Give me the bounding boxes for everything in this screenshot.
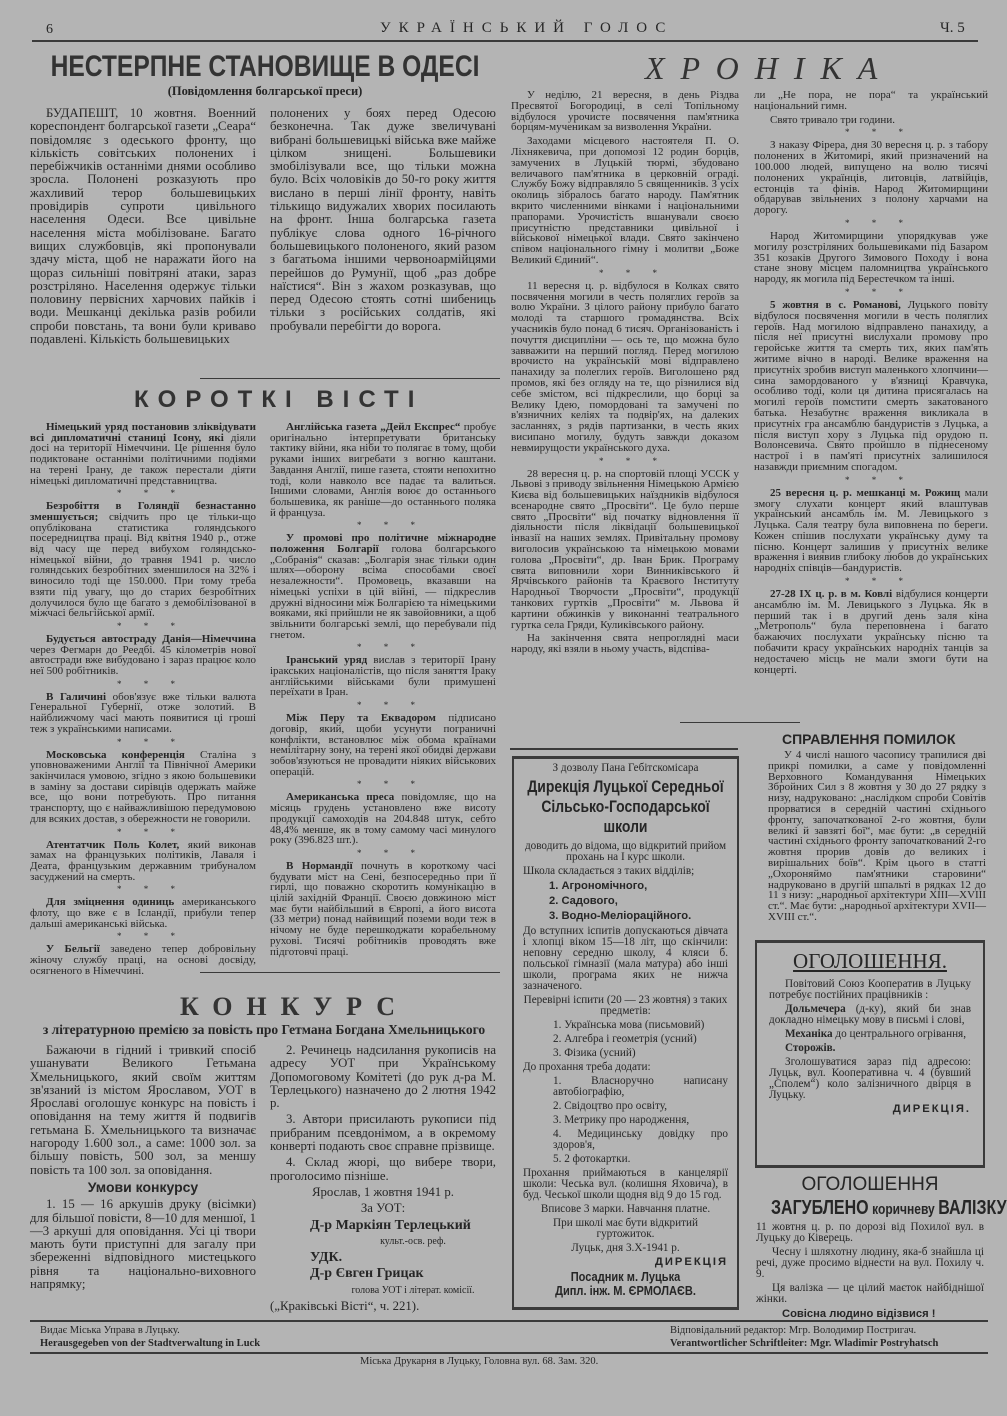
news-column-2 — [270, 422, 496, 962]
paragraph — [30, 840, 256, 883]
paragraph-text: повідомляє, що на місяць грудень установлено вже висоту продукції самоходів на 204.848 штук, себто 48,4% менше, як в тому самому часі минулого року (396.823 шт.). — [270, 791, 496, 847]
paragraph-text: Дипл. інж. М. ЄРМОЛАЄВ. — [555, 1283, 696, 1298]
paragraph — [30, 897, 256, 929]
paragraph-lead: В Нормандії — [286, 859, 353, 872]
news-headline: КОРОТКІ ВІСТІ — [134, 386, 424, 413]
paragraph-text: Повітовий Союз Кооператив в Луцьку потребує постійних працівників : — [769, 978, 971, 1001]
paragraph — [756, 1247, 984, 1280]
chronicle-column-1 — [511, 90, 739, 748]
list-item — [523, 1101, 728, 1112]
paragraph-text: Чесну і шляхотну людину, яка-б знайшла ці речі, дуже просимо віднести на вул. Похилу ч. 9. — [756, 1246, 984, 1280]
paragraph — [511, 281, 739, 454]
paragraph-text: Народ Житомирщини упорядкував уже могилу розстріляних большевиками під Базаром 351 козаків Другого Зимового Походу і вона стане знову місцем паломництва українського народу, як могила під Берестечком та інші. — [754, 229, 988, 286]
paragraph — [511, 136, 739, 266]
list-item — [523, 896, 728, 907]
contest-headline: КОНКУРС — [180, 992, 410, 1021]
paragraph-text: обов'язує вже тільки валюта Генеральної Губернії, отже золотий. В найближчому часі мають появитися ці гроші теж з українськими написами. — [30, 690, 256, 735]
paragraph-lead: У Бельгії — [46, 943, 100, 956]
paragraph-text: (д-ку), який би знав докладно німецьку мову в письмі і слові, — [769, 1003, 971, 1026]
paragraph — [523, 995, 728, 1017]
paragraph-lead: Дольмечера — [785, 1003, 846, 1015]
paragraph-lead: Безробіття в Голяндії безнастанно зменшується; — [30, 500, 256, 523]
paragraph-lead: Сторожів. — [785, 1042, 836, 1054]
paragraph-text: На закінчення свята непроглядні маси народу, які взяли в ньому участь, відспіва- — [511, 632, 739, 656]
paragraph-text: БУДАПЕШТ, 10 жовтня. Военний кореспондент болгарської газети „Сеара“ повідомляє з одеського фронту, що кількість совітських полонених і перебіжчиків останніми днями особливо зросла. Полонені розказують про жахливий терор большевицьких провідирів супроти цивільного населення Одеси. Все цивільне населення міста мобілізоване. Багато вищих службовців, які пропонували здачу міста, щоб не наражати його на щораз сильніші повітряні атаки, зараз розстріляно. Населення одержує тільки половину первісних харчових пайків і води. Мешканці декілька разів робили спроби повстань, та вони були криваво подавлені. Кількість большевицьких — [30, 106, 256, 347]
paragraph — [30, 634, 256, 677]
paragraph-text: 3. Фізика (усний) — [553, 1047, 636, 1059]
paragraph-text: пробує оригінально інтерпретувати британську тактику війни, яка ніби то полягає в тому, щоби руками інших вигребати з вогню каштани. Завдання Англії, пише газета, стояти непохитно тоді, коли навколо все падає та валиться. Іншими словами, Англія воює до останнього большевика, як раніше—до останнього поляка й француза. — [270, 421, 496, 519]
paragraph-text: Посадник м. Луцька — [570, 1269, 681, 1284]
section-divider-stars — [511, 269, 739, 278]
paragraph — [756, 1222, 984, 1244]
paragraph — [769, 1029, 971, 1040]
paragraph-text: Свято тривало три години. — [770, 113, 895, 126]
odesa-column-2 — [270, 107, 496, 375]
lost-headline-3: ВАЛІЗКУ — [938, 1197, 1007, 1219]
publisher-uk: Видає Міська Управа в Луцьку. — [40, 1325, 180, 1336]
lost-ad-body — [756, 1221, 984, 1320]
corrections-body — [768, 750, 986, 935]
section-divider-stars — [30, 622, 256, 631]
paragraph — [270, 1156, 496, 1183]
paragraph-text: Луцьк, дня 3.X-1941 р. — [571, 1242, 680, 1254]
paragraph — [523, 763, 728, 774]
paragraph-text: голова болгарського „Собранія“ сказав: „Болгарія знає тільки один шлях—оборону всіма способами своєї незалежности“. Промовець, вказавши на німецькі успіхи в цій війні, — підкреслив дружні відносини між Болгарією та німецькими вояками, які прийшли не як завойовники, а щоб звільнити болгарські землі, що перебували під гнетом. — [270, 543, 496, 641]
paragraph-text: мали змогу слухати концерт який влаштував український ансамбль ім. М. Левицького з Луцька. Саля театру була виповнена по береги. Кожен спішив послухати українську думу та пісню. Концерт залишив у присутніх велике враження і виявив глибоку любов до українських народніх співців—бандуристів. — [754, 486, 988, 575]
paragraph-text: доводить до відома, що відкритий прийом прохань на І курс школи. — [524, 840, 727, 863]
paragraph-text: У 4 числі нашого часопису трапилися дві прикрі помилки, а саме у повідомленні Верховного Командування Німецьких Збройних Сил з 8 жовтня у 30 до 27 рядку з низу, надруковано: „наслідком спроби Совітів прорватися в середній частині східнього фронту, започаткованої 2-го жовтня, були великі й завзяті бої“, має бути: „в середній частині східнього фронту започаткований 2-го жовтня прорив довів до великих і вирішальних боїв“. Крім цього в статті „Охороняймо пам'ятники старовини“ надруковано в другій шпальті в рядках 12 до 11 з низу: „народньої архітектури XIII—XVIII ст.“. Має бути: „народньої архітектури XVII—XVIII ст.“. — [768, 749, 986, 923]
paragraph-text: підписано договір, який, щоби усунути пограничні конфлікти, встановлює між обома країнами немілітарну зону, на терені якої обидві держави зобов'язуються не провадити ніяких військових операцій. — [270, 712, 496, 778]
paragraph-text: УДК. — [310, 1250, 343, 1266]
paragraph-text: Зголошуватися зараз під адресою: Луцьк, вул. Кооперативна ч. 4 (бувший „Сполем“) коло залізничного двірця в Луцьку. — [769, 1056, 971, 1101]
list-item — [523, 1115, 728, 1126]
paragraph-text: („Краківські Вісті“, ч. 221). — [270, 1299, 420, 1314]
list-item — [523, 1034, 728, 1045]
paragraph — [270, 533, 496, 640]
paragraph-text: почнуть в короткому часі будувати міст на Сені, безпосередньо при її гирлі, що поважно скоротить комунікацію в цілій західній Франції. Своєю довжиною міст має бути найбільший в Європі, а його висота (33 метри) понад найвищий поземи води теж в нічому не буде перешкоджати корабельному рухові. Тисячі робітників проводять вже підготовчі праці. — [270, 859, 496, 958]
paragraph-text: 2. Свідоцтво про освіту, — [553, 1100, 668, 1112]
paragraph-text: який виконав замах на французьких політиків, Лаваля і Деата, французьким державним трибуналом засуджений на смерть. — [30, 838, 256, 883]
paragraph — [523, 1062, 728, 1073]
paragraph-text: 11 вересня ц. р. відбулося в Колках свято посвячення могили в честь поляглих героїв за волю України. З цілого району прибуло багато молоді та старшого громадянства. Всіх учасників було понад 6 тисяч. Організованість і почуття дисципліни — ось те, що можна було завважити на перший погляд. Перед могилою врочисто на українській мові відправлено панахиду за полеглих героїв. Виголошено ряд промов, які без огляду на те, що різнилися від себе змістом, всі підкреслили, що борці за Велику Ідею, помордовані та замучені по в'язничних келіях та подвір'ях, на далеких засланнях, з рядів партизанки, в честь яких висипано могилу, будуть завжди доказом невмирущости українського духа. — [511, 279, 739, 454]
paragraph — [523, 866, 728, 877]
paragraph-lead: Для зміцнення одиниць — [46, 896, 175, 909]
paragraph-text: 4. Медицинську довідку про здоров'я, — [553, 1128, 728, 1151]
paragraph — [30, 692, 256, 735]
paragraph — [270, 861, 496, 957]
chronicle-headline: ХРОНІКА — [645, 50, 894, 86]
section-divider-stars — [30, 680, 256, 689]
paragraph — [270, 1251, 496, 1264]
paragraph-text: культ.-осв. реф. — [380, 1235, 446, 1247]
paragraph-lead: В Галичині — [46, 690, 107, 703]
contest-column-2 — [270, 1044, 496, 1319]
paragraph — [30, 107, 256, 346]
paragraph-lead: Московська конференція — [46, 748, 185, 761]
paragraph-text: 1. Українська мова (письмовий) — [553, 1019, 705, 1031]
paragraph-text: 28 вересня ц. р. на спортовій площі УССК у Львові з приводу звільнення Німецькою Армією Києва від большевицьких наїздників відбулося всенародне свято „Просвіти“. Це було перше свято „Просвіти“ від початку відновлення її діяльности після ліквідації большевицької інвазії на наших землях. Привітальну промову виголосив українською та німецькою мовами голова „Просвіти“, др. Іван Брик. Програму свята виповнили хори Винниківського й Ярчівського районів та Краєвого Інституту Народньої Творчости „Просвіти“, продукції танкових гуртків „Просвіти“ м. Львова й картини обжинків у виконанні театрального гуртка села Гряди, Куликівського району. — [511, 467, 739, 631]
school-ad-rule — [510, 748, 738, 750]
list-item — [523, 1154, 728, 1165]
paragraph-text: З дозволу Пана Гебітскомісара — [552, 762, 699, 774]
paragraph-text: Бажаючи в гідний і тривкий спосіб ушанувати Великого Гетьмана Хмельницького, який своїм життям зв'язаний із містом Ярославом, УОТ в Ярославі оголошує конкурс на повість і оповідання на тему життя й подвигів гетьмана Б. Хмельницького та визначає нагороду 1.600 зол., а саме: 1000 зол. за більшу повість, 500 зол, за меншу повість та 100 зол. за оповідання. — [30, 1043, 256, 1177]
paragraph-lead: Іранський уряд — [286, 654, 368, 667]
news-rule — [200, 378, 500, 379]
list-item — [523, 911, 728, 922]
paragraph — [756, 1283, 984, 1305]
paragraph — [30, 1044, 256, 1177]
paragraph-text: Умови конкурсу — [87, 1178, 199, 1195]
odesa-headline: НЕСТЕРПНЕ СТАНОВИЩЕ В ОДЕСІ — [50, 50, 480, 83]
paragraph — [30, 501, 256, 619]
paragraph — [538, 1271, 712, 1282]
paragraph — [270, 1113, 496, 1153]
section-divider-stars — [270, 780, 496, 789]
paragraph-text: Прохання приймаються в канцелярії школи: Чеська вул. (колишня Яховича), в буд. Чеської школи щодня від 9 до 15 год. — [523, 1167, 728, 1201]
section-divider-stars — [270, 643, 496, 652]
paragraph — [769, 1057, 971, 1101]
paragraph — [270, 1284, 496, 1297]
paragraph — [270, 655, 496, 698]
paragraph-text: 5. 2 фотокартки. — [553, 1153, 631, 1165]
paragraph-text: свідчить про це тільки-що опублікована статистика голяндського посередництва праці. Від квітня 1940 р., отже від часу ще перед вибухом голяндсько-німецької війни, до травня 1941 р. число голяндських безробітних зменшилося на 32% і виносило тоді ще 150.000. При тому треба взяти під увагу, що до старих безробітних долучилося було ще багато з демобілізованої в міжчасі бельгійської армії. — [30, 510, 256, 620]
newspaper-title: УКРАЇНСЬКИЙ ГОЛОС — [380, 20, 674, 36]
publisher-de: Herausgegeben von der Stadtverwaltung in Luck — [40, 1338, 261, 1349]
list-item — [523, 1076, 728, 1098]
paragraph — [754, 231, 988, 285]
paragraph — [270, 1300, 496, 1313]
paragraph — [523, 926, 728, 992]
paragraph — [754, 589, 988, 675]
chronicle-rule — [680, 722, 800, 723]
news-column-1 — [30, 421, 257, 977]
section-divider-stars — [30, 932, 256, 941]
subheading — [30, 1178, 256, 1195]
lost-headline-1: ЗАГУБЛЕНО — [771, 1197, 869, 1219]
lost-headline-2: коричневу — [872, 1201, 935, 1218]
paragraph — [523, 1243, 728, 1254]
paragraph-text: До прохання треба додати: — [523, 1061, 651, 1073]
header-rule — [32, 40, 978, 42]
paragraph-text: До вступних іспитів допускаються дівчата і хлопці віком 15—18 літ, що скінчили: неповну середню школу, 4 кляси б. польської гімназії (мала матура) або інші школи, програма яких не нижча зазначеного. — [523, 925, 728, 992]
paragraph-text: до центрального огрівання, — [832, 1028, 966, 1040]
issue-number: Ч. 5 — [940, 20, 965, 36]
paragraph — [511, 633, 739, 655]
paragraph — [270, 1044, 496, 1110]
list-item — [756, 1309, 984, 1320]
editor-de: Verantwortlicher Schriftleiter: Mgr. Wladimir Postryhatsch — [670, 1338, 939, 1349]
paragraph-text: голова УОТ і літерат. комісії. — [351, 1284, 475, 1296]
paragraph-text: 3. Водно-Меліораційного. — [549, 910, 692, 922]
section-divider-stars — [754, 219, 988, 228]
paragraph — [769, 1004, 971, 1026]
paragraph — [525, 777, 726, 837]
paragraph-text: Ця валізка — це цілий маєток найбіднішої жінки. — [756, 1282, 984, 1305]
paragraph — [768, 750, 986, 923]
coop-ad-title: ОГОЛОШЕННЯ. — [793, 949, 947, 973]
coop-ad-box — [755, 940, 985, 1168]
footer-rule-top — [30, 1320, 988, 1322]
paragraph-text: Д-р Маркіян Терлецький — [310, 1217, 471, 1233]
paragraph-text: 4. Склад жюрі, що вибере твори, проголосимо пізніше. — [270, 1155, 496, 1183]
corrections-headline: СПРАВЛЕННЯ ПОМИЛОК — [782, 731, 956, 747]
coop-ad-body — [769, 979, 971, 1159]
section-divider-stars — [30, 885, 256, 894]
paragraph-text: При школі має бути відкритий гуртожиток. — [553, 1217, 698, 1240]
paragraph-lead: Англійська газета „Дейл Експрес“ — [286, 421, 461, 433]
paragraph-text: заведено тепер добровільну жіночу службу праці, на основі досвіду, осягненого в Німеччині. — [30, 943, 256, 977]
paragraph-text: 2. Садового, — [549, 895, 618, 907]
paragraph — [270, 1202, 496, 1215]
list-item — [523, 1129, 728, 1151]
paragraph — [270, 792, 496, 846]
paragraph-text: полонених у боях перед Одесою безконечна. Так дуже звеличувані вибрані большевицькі війська вже майже цілком знищені. Большевики змобілізували все, що тільки можна було. Всіх чоловіків до 50-го року життя вислано в перші лінії фронту, навіть тількищо видужалих хворих посилають на фронт. Інша болгарська газета публікує слова одного 16-річного большевицького полоненого, який разом з багатьома іншими червоноармійцями перейшов до Румунії, щоб „раз добре наїстися“. Він з жахом розказував, що перед Одесою стоять сотні шибениць тільки з російських солдатів, які пробували перебігти до ворога. — [270, 106, 496, 333]
paragraph-text: через Фегмарн до Реедбі. 45 кілометрів нової автостради вже вибудовано і зараз працює коло неї 500 робітників. — [30, 643, 256, 678]
list-item — [523, 881, 728, 892]
paragraph — [511, 90, 739, 133]
paragraph — [270, 1186, 496, 1199]
paragraph — [523, 1204, 728, 1215]
paragraph-text: 2. Алгебра і геометрія (усний) — [553, 1033, 697, 1045]
section-divider-stars — [754, 288, 988, 297]
paragraph — [270, 713, 496, 777]
paragraph-text: 3. Автори присилають рукописи під прибраним псевдонімом, а в окремому конверті подають своє справне прізвище. — [270, 1112, 496, 1154]
paragraph-text: 1. Власноручно написану автобіографію, — [553, 1075, 728, 1098]
paragraph-lead: 25 вересня ц. р. мешканці м. Рожищ — [770, 486, 961, 499]
paragraph — [538, 1285, 712, 1296]
section-divider-stars — [754, 476, 988, 485]
paragraph-lead: 27-28 IX ц. р. в м. Ковлі — [770, 588, 893, 601]
paragraph-text: 1. Агрономічного, — [549, 880, 648, 892]
section-divider-stars — [754, 128, 988, 137]
paragraph-text: 2. Речинець надсилання рукописів на адресу УОТ при Українському Допомоговому Комітеті (до рук д-ра М. Терлецького) назначено до 2 лютня 1942 р. — [270, 1043, 496, 1111]
section-divider-stars — [754, 577, 988, 586]
footer-rule-bottom — [30, 1352, 988, 1354]
paragraph-text: 11 жовтня ц. р. по дорозі від Похилої вул. в Луцьку до Ківерець. — [756, 1221, 984, 1244]
paragraph-lead: Між Перу та Еквадором — [286, 712, 436, 725]
paragraph — [270, 1235, 496, 1248]
contest-rule — [200, 972, 500, 973]
paragraph — [30, 750, 256, 825]
paragraph — [30, 422, 256, 486]
paragraph-lead: Американська преса — [286, 791, 395, 804]
paragraph-text: вислав з території Ірану іракських націоналістів, що після заняття Іраку англійськими військами були примушені переїхати в Іран. — [270, 654, 496, 699]
paragraph-lead: 5 жовтня в с. Романові, — [770, 298, 901, 311]
section-divider-stars — [30, 738, 256, 747]
paragraph-lead: Атентатчик Поль Колет, — [46, 838, 180, 851]
paragraph-text: Ярослав, 1 жовтня 1941 р. — [312, 1184, 454, 1199]
paragraph-lead: Будується автостраду Данія—Німеччина — [46, 632, 256, 645]
paragraph — [754, 140, 988, 216]
page-number: 6 — [46, 22, 53, 37]
paragraph-lead: Механіка — [785, 1028, 833, 1040]
paragraph-text: Сталіна з уповноваженими Англії та Північної Америки закінчилася умовою, згідно з якою большевики в заміну за достави сирівців одержать майже все, що вони потребують. Про питання транспорту, що є найважливішою передумовою для всяких достав, з обережности не говорили. — [30, 748, 256, 825]
lost-ad-title: ОГОЛОШЕННЯ — [801, 1174, 939, 1195]
odesa-subtitle: (Повідомлення болгарської преси) — [167, 84, 363, 98]
paragraph-text: Вписове 3 марки. Навчання платне. — [540, 1203, 711, 1215]
paragraph-lead: У промові про політичне міжнародне положення Болгарії — [270, 532, 496, 556]
chronicle-column-2 — [754, 90, 988, 720]
paragraph-text: Перевірні іспити (20 — 23 жовтня) з таких предметів: — [523, 994, 728, 1017]
section-divider-stars — [30, 489, 256, 498]
paragraph-text: За УОТ: — [360, 1201, 406, 1216]
section-divider-stars — [270, 521, 496, 530]
paragraph-text: ДИРЕКЦІЯ — [654, 1256, 728, 1268]
paragraph — [754, 488, 988, 574]
paragraph-text: американського флоту, що вже є в Ісландії, прибули тепер дальші американські війська. — [30, 896, 257, 930]
paragraph-text: 3. Метрику про народження, — [553, 1114, 690, 1126]
paragraph — [523, 1168, 728, 1201]
section-divider-stars — [270, 849, 496, 858]
paragraph-text: Луцького повіту відбулося посвячення могили в честь поляглих героїв. Над могилою відправлено панахиду, а після неї присутні вислухали промову про геройське життя та смерть тих, яких пам'ять житиме вічно в народі. Велике враження на присутніх зробив виступ маленького хлопчини—сина замордованого у в'язниці Кравчука, особливо тоді, коли ця дитина присягалась на могилі героїв помстити смерть закатованого батька. Незабутнє враження викликала в присутніх гра ансамблю бандуристів з Луцька, а після виступ хору з Луцька під орудою п. Волонсевича. Свято пройшло в піднесеному настрої і в пам'яті присутніх залишилося назавжди приємним спогадом. — [754, 298, 988, 473]
paragraph-text: Заходами місцевого настоятеля П. О. Ліхнякевича, при допомозі 12 родин борців, замучених в Луцькій тюрмі, збудовано величавого пам'ятника в церковній ограді. Службу Божу відправляло 5 священників. З усіх околиць зібралось багато народу. Пам'ятник вкрито численними вінками і національними прапорами. Урочистість вшанували своєю присутністю представники цивільної і військової німецької влади. Свято закінчено співом національного гімну і молитви „Боже Великий Єдиний“. — [511, 135, 739, 266]
section-divider-stars — [270, 701, 496, 710]
paragraph — [523, 1218, 728, 1240]
paragraph — [511, 469, 739, 631]
lost-ad-headline — [771, 1197, 1007, 1220]
paragraph — [30, 1198, 256, 1291]
paragraph-text: З наказу Фірера, дня 30 вересня ц. р. з табору полонених в Житомирі, який призначений на 100.000 людей, випущено на волю тисячі полонених українців, литовців, латвійців, естонців та фінів. Народ Житомирщини обдарував звільнених з полону харчами на дорогу. — [754, 139, 988, 217]
odesa-column-1 — [30, 107, 256, 375]
paragraph-text: Дирекція Луцької Середньої Сільсько-Господарської школи — [527, 777, 724, 836]
paragraph-text: ДИРЕКЦІЯ. — [892, 1103, 971, 1115]
paragraph-text: відбулися концерти ансамблю ім. М. Левицького з Луцька. Як в перший так і в другий день заля кіна „Метрополь“ була переповнена і багато бажаючих послухати українську пісню та побачити красу українських народніх танців за недостачею місць не мали змоги бути на концерті. — [754, 588, 988, 676]
list-item — [523, 1020, 728, 1031]
paragraph — [270, 422, 496, 518]
paragraph-text: ли „Не пора, не пора“ та український національний гимн. — [754, 89, 988, 112]
paragraph-text: У неділю, 21 вересня, в день Різдва Пресвятої Богородиці, в селі Топільному відбулося урочисте посвячення пам'ятника борцям-мученикам за визволення України. — [511, 89, 739, 134]
paragraph — [754, 90, 988, 112]
paragraph — [270, 1267, 496, 1280]
paragraph — [754, 300, 988, 473]
paragraph — [270, 1219, 496, 1232]
list-item — [523, 1048, 728, 1059]
paragraph-text: Совісна людино відізвися ! — [782, 1308, 936, 1320]
paragraph — [769, 979, 971, 1001]
printer-line: Міська Друкарня в Луцьку, Головна вул. 68. Зам. 320. — [360, 1356, 599, 1367]
paragraph-text: діяли досі на території Німеччини. Це рішення було подиктоване останніми політичними подіями на терені Ірану, де також перестали діяти німецькі дипломатичні представництва. — [30, 431, 257, 487]
contest-subtitle: з літературною премією за повість про Гетмана Богдана Хмельницького — [42, 1022, 486, 1037]
section-divider-stars — [511, 457, 739, 466]
paragraph-text: Школа складається з таких відділів; — [523, 865, 695, 877]
section-divider-stars — [30, 828, 256, 837]
paragraph-text: Д-р Євген Грицак — [310, 1266, 424, 1282]
paragraph — [523, 841, 728, 863]
paragraph — [769, 1043, 971, 1054]
paragraph — [769, 1104, 971, 1115]
paragraph-lead: Німецький уряд постановив зліквідувати всі дипломатичні станиці Ісону, які — [30, 421, 256, 444]
school-ad-box — [512, 756, 739, 1310]
contest-column-1 — [30, 1044, 256, 1319]
paragraph — [270, 107, 496, 333]
editor-uk: Відповідальний редактор: Мгр. Володимир Постригач. — [670, 1325, 917, 1336]
paragraph-text: 1. 15 — 16 аркушів друку (вісімки) для більшої повісти, 8—10 для меншої, 1—3 аркуші для оповідання. Усі ці твори мають бути приступні для загалу при збереженні відповідного мистецького рівня та національно-виховного напрямку; — [30, 1197, 256, 1292]
paragraph — [523, 1257, 728, 1268]
paragraph — [754, 115, 988, 126]
